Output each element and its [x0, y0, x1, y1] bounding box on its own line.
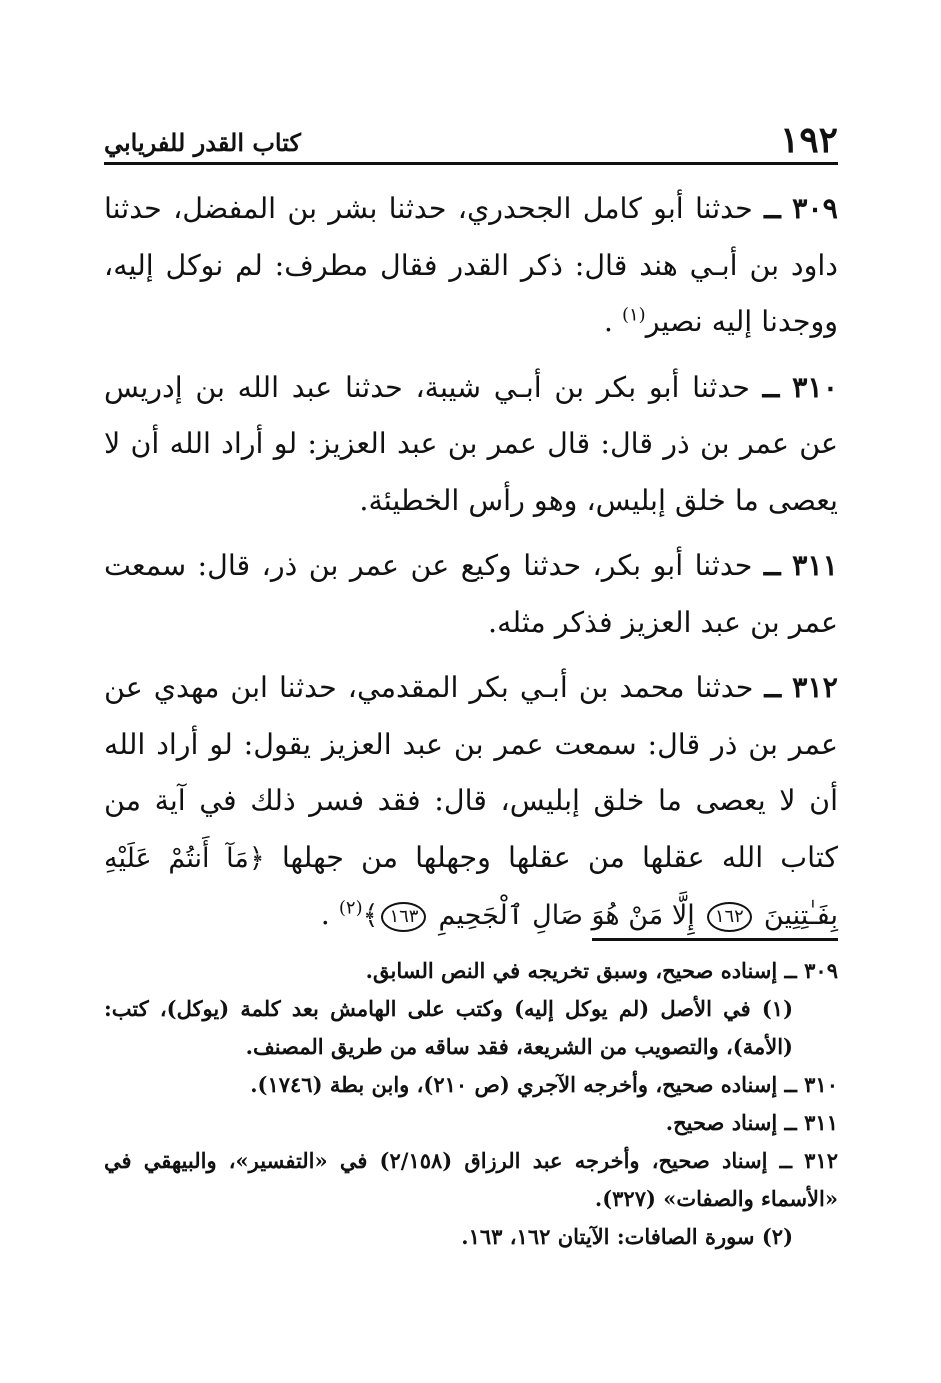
quran-verse: مَآ أَنتُمْ عَلَيْهِ بِفَـٰتِنِينَ: [104, 842, 838, 931]
hadith-text: حدثنا أبو كامل الجحدري، حدثنا بشر بن المفضل، حدثنا داود بن أبـي هند قال: ذكر القدر فقال مطرف: لم نوكل إليه، ووجدنا إليه نصير: [104, 192, 838, 338]
hadith-312: [104, 659, 838, 945]
end-mark: .: [603, 305, 613, 338]
main-text: [104, 180, 838, 953]
quran-verse: إِلَّا مَنْ هُوَ صَالِ ٱلْجَحِيمِ: [438, 900, 695, 931]
hadith-number: ٣١٢: [792, 670, 838, 704]
footnote-312: ٣١٢ ــ إسناد صحيح، وأخرجه عبد الرزاق (٢/١٥٨) في «التفسير»، والبيهقي في «الأسماء والصفات» (٣٢٧).: [104, 1148, 839, 1211]
running-title: كتاب القدر للفريابي: [104, 128, 301, 157]
ayah-number-marker: ١٦٢: [707, 902, 752, 932]
dash: ــ: [764, 670, 782, 704]
footnote-ref[interactable]: (٢): [338, 897, 363, 919]
quran-bracket-open: ﴿: [248, 842, 265, 874]
footnote-divider: [592, 938, 838, 941]
ayah-number-marker: ١٦٣: [381, 902, 426, 932]
dash: ــ: [762, 369, 780, 404]
hadith-number: ٣١٠: [792, 369, 839, 404]
footnote-309: ٣٠٩ ــ إسناده صحيح، وسبق تخريجه في النص السابق.: [365, 958, 838, 983]
hadith-text: حدثنا أبو بكر، حدثنا وكيع عن عمر بن ذر، قال: سمعت عمر بن عبد العزيز فذكر مثله.: [104, 549, 838, 639]
footnote-311: ٣١١ ــ إسناد صحيح.: [665, 1110, 838, 1135]
hadith-text: حدثنا أبو بكر بن أبـي شيبة، حدثنا عبد الله بن إدريس عن عمر بن ذر قال: قال عمر بن عبد العزيز: لو أراد الله أن لا يعصى ما خلق إبليس، وهو رأس الخطيئة.: [104, 370, 838, 517]
dash: ــ: [763, 548, 781, 582]
quran-bracket-close: ﴾: [362, 900, 379, 931]
hadith-311: [104, 537, 838, 651]
hadith-309: [104, 180, 838, 351]
hadith-310: [104, 359, 838, 530]
hadith-number: ٣٠٩: [792, 191, 838, 225]
footnote-2: (٢) سورة الصافات: الآيتان ١٦٢، ١٦٣.: [461, 1224, 793, 1249]
end-mark: .: [320, 898, 330, 931]
footnote-ref[interactable]: (١): [621, 304, 646, 326]
footnote-310: ٣١٠ ــ إسناده صحيح، وأخرجه الآجري (ص ٢١٠)، وابن بطة (١٧٤٦).: [250, 1072, 838, 1097]
hadith-text: حدثنا محمد بن أبـي بكر المقدمي، حدثنا ابن مهدي عن عمر بن ذر قال: سمعت عمر بن عبد العزيز يقول: لو أراد الله أن لا يعصى ما خلق إبليس، قال: فقد فسر ذلك في آية من كتاب الله عقلها من عقلها وجهلها من جهلها: [104, 671, 838, 874]
hadith-number: ٣١١: [792, 548, 838, 582]
page-header: [104, 118, 838, 165]
footnotes: [104, 952, 838, 1256]
page-number: ١٩٢: [779, 119, 838, 161]
footnote-1: (١) في الأصل (لم يوكل إليه) وكتب على الهامش بعد كلمة (يوكل)، كتب: (الأمة)، والتصويب من الشريعة، فقد ساقه من طريق المصنف.: [104, 996, 793, 1059]
dash: ــ: [764, 191, 781, 225]
